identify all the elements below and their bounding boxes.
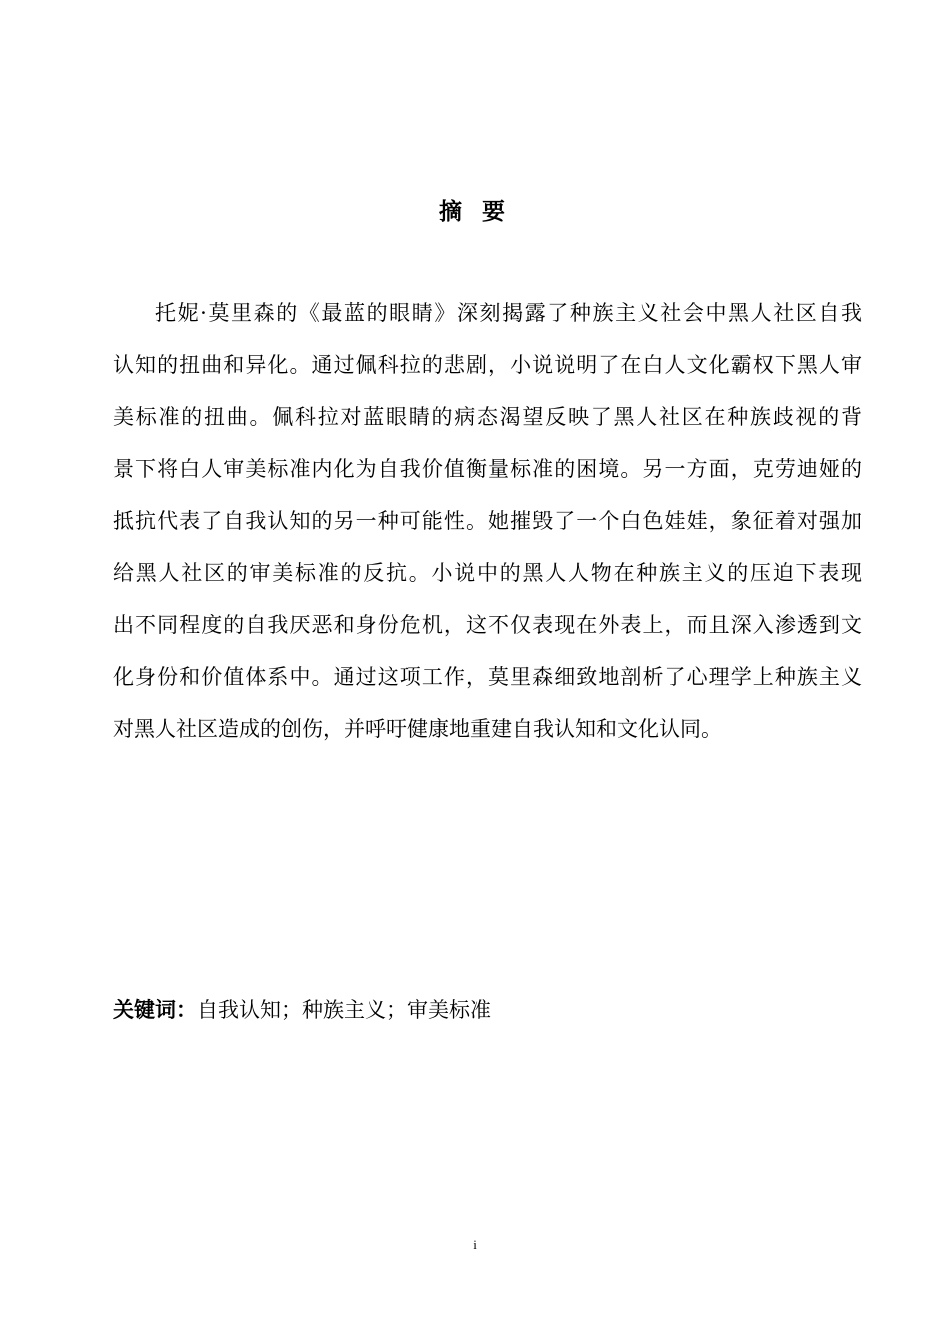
- abstract-line: 景下将白人审美标准内化为自我价值衡量标准的困境。另一方面，克劳迪娅的: [113, 457, 862, 481]
- abstract-line: 托妮·莫里森的《最蓝的眼睛》深刻揭露了种族主义社会中黑人社区自我: [155, 301, 862, 325]
- keywords-value: 自我认知；种族主义；审美标准: [197, 998, 491, 1022]
- page-title: 摘 要: [438, 199, 511, 225]
- abstract-line: 抵抗代表了自我认知的另一种可能性。她摧毁了一个白色娃娃，象征着对强加: [113, 509, 862, 533]
- page-number: i: [473, 1237, 477, 1252]
- keywords-label: 关键词：: [113, 998, 197, 1022]
- abstract-body: [113, 291, 862, 759]
- abstract-line: 出不同程度的自我厌恶和身份危机，这不仅表现在外表上，而且深入渗透到文: [113, 613, 862, 637]
- keywords-line: [113, 990, 491, 1030]
- abstract-line: 化身份和价值体系中。通过这项工作，莫里森细致地剖析了心理学上种族主义: [113, 665, 862, 689]
- abstract-line: 认知的扭曲和异化。通过佩科拉的悲剧，小说说明了在白人文化霸权下黑人审: [113, 353, 862, 377]
- abstract-line: 对黑人社区造成的创伤，并呼吁健康地重建自我认知和文化认同。: [113, 717, 722, 741]
- abstract-line: 给黑人社区的审美标准的反抗。小说中的黑人人物在种族主义的压迫下表现: [113, 561, 862, 585]
- abstract-line: 美标准的扭曲。佩科拉对蓝眼睛的病态渴望反映了黑人社区在种族歧视的背: [113, 405, 862, 429]
